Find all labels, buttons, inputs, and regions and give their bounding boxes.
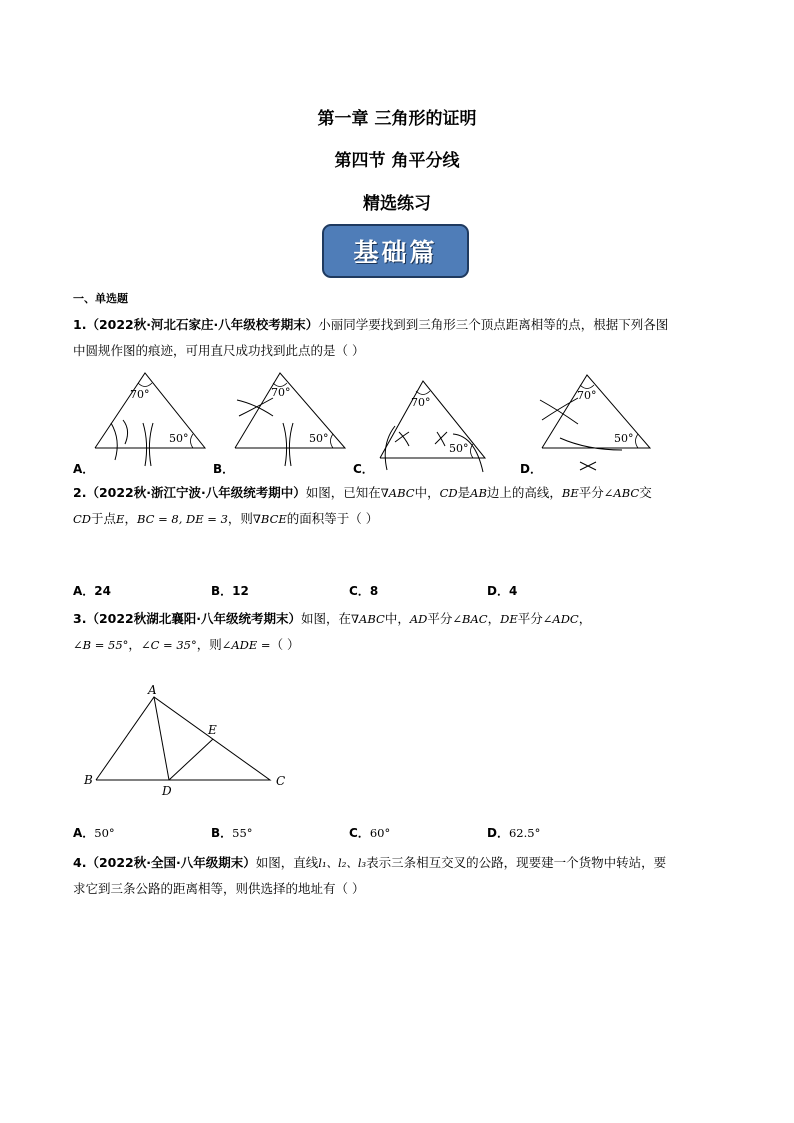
question-text: 小丽同学要找到到三角形三个顶点距离相等的点，根据下列各图 [318, 317, 669, 332]
triangle [380, 381, 485, 458]
question-3 [73, 606, 723, 658]
angle-arc [416, 391, 430, 395]
option-b[interactable]: B．12 [211, 584, 249, 598]
angle-label-50: 50° [309, 432, 329, 445]
option-c[interactable]: C．8 [349, 584, 379, 598]
compass-arc [542, 398, 578, 420]
question-1-line-2: 中圆规作图的痕迹，可用直尺成功找到此点的是（ ） [73, 343, 365, 358]
q1-figure-b [225, 368, 350, 468]
question-number: 1. [73, 317, 87, 332]
q1-figure-c [365, 376, 490, 476]
question-source: （2022秋湖北襄阳·八年级统考期末） [86, 611, 301, 626]
compass-arc [399, 432, 409, 446]
compass-arc [283, 423, 287, 466]
question-source: （2022秋·河北石家庄·八年级校考期末） [86, 317, 319, 332]
compass-arc [437, 432, 445, 446]
option-d[interactable]: D． [520, 462, 542, 476]
triangle [542, 375, 650, 448]
q1-figure-a [85, 368, 210, 468]
section-heading: 一、单选题 [73, 292, 128, 305]
q3-figure [80, 682, 300, 802]
option-c[interactable]: C．60° [349, 826, 391, 840]
question-number: 3. [73, 611, 87, 626]
vertex-label-d: D [162, 784, 172, 798]
angle-label-70: 70° [271, 386, 291, 399]
question-4-line-1: 4.（2022秋·全国·八年级期末）如图，直线l₁、l₂、l₃表示三条相互交叉的公路，现要建一个货物中转站，要 [73, 855, 667, 870]
question-2-line-2: CD于点E，BC = 8, DE = 3，则∇BCE的面积等于（ ） [73, 511, 379, 526]
question-3-line-2: ∠B = 55°，∠C = 35°，则∠ADE =（ ） [73, 637, 300, 652]
question-3-line-1: 3.（2022秋湖北襄阳·八年级统考期末）如图，在∇ABC中，AD平分∠BAC，DE平分∠ADC， [73, 611, 592, 626]
compass-arc [123, 420, 128, 444]
section-title: 第四节 角平分线 [334, 151, 460, 171]
option-d[interactable]: D．62.5° [487, 826, 541, 840]
option-a[interactable]: A．50° [73, 826, 115, 840]
option-b[interactable]: B． [213, 462, 235, 476]
compass-arc [289, 423, 293, 466]
vertex-label-c: C [276, 774, 286, 788]
compass-arc [149, 423, 153, 466]
practice-subtitle: 精选练习 [363, 194, 431, 214]
compass-arc [435, 432, 447, 444]
angle-label-50: 50° [169, 432, 189, 445]
angle-arc [580, 385, 594, 389]
angle-label-70: 70° [411, 396, 431, 409]
question-2 [73, 480, 723, 532]
angle-arc [138, 383, 152, 387]
option-a[interactable]: A． [73, 462, 95, 476]
question-1 [73, 312, 723, 364]
segment-ad [154, 697, 169, 780]
compass-arc [395, 432, 409, 442]
angle-label-70: 70° [577, 389, 597, 402]
level-badge: 基础篇 [322, 224, 469, 278]
compass-arc [143, 423, 147, 466]
question-2-line-1: 2.（2022秋·浙江宁波·八年级统考期中）如图，已知在∇ABC中，CD是AB边上的高线，BE平分∠ABC交 [73, 485, 652, 500]
option-a[interactable]: A．24 [73, 584, 111, 598]
angle-arc [191, 434, 194, 448]
option-b[interactable]: B．55° [211, 826, 253, 840]
question-number: 4. [73, 855, 87, 870]
question-number: 2. [73, 485, 87, 500]
q1-figure-d [532, 370, 657, 474]
vertex-label-a: A [148, 683, 157, 697]
chapter-title: 第一章 三角形的证明 [317, 109, 477, 129]
segment-de [169, 739, 213, 780]
question-4 [73, 850, 723, 902]
angle-arc [636, 434, 639, 448]
question-1-line-1 [73, 312, 723, 338]
question-source: （2022秋·全国·八年级期末） [86, 855, 256, 870]
compass-arc [111, 423, 117, 460]
angle-label-50: 50° [449, 442, 469, 455]
angle-label-70: 70° [130, 388, 150, 401]
question-source: （2022秋·浙江宁波·八年级统考期中） [86, 485, 306, 500]
vertex-label-b: B [84, 773, 93, 787]
question-4-line-2: 求它到三条公路的距离相等，则供选择的地址有（ ） [73, 881, 365, 896]
vertex-label-e: E [208, 723, 217, 737]
angle-arc [331, 434, 334, 448]
compass-arc [385, 426, 395, 470]
option-d[interactable]: D．4 [487, 584, 518, 598]
option-c[interactable]: C． [353, 462, 374, 476]
angle-label-50: 50° [614, 432, 634, 445]
